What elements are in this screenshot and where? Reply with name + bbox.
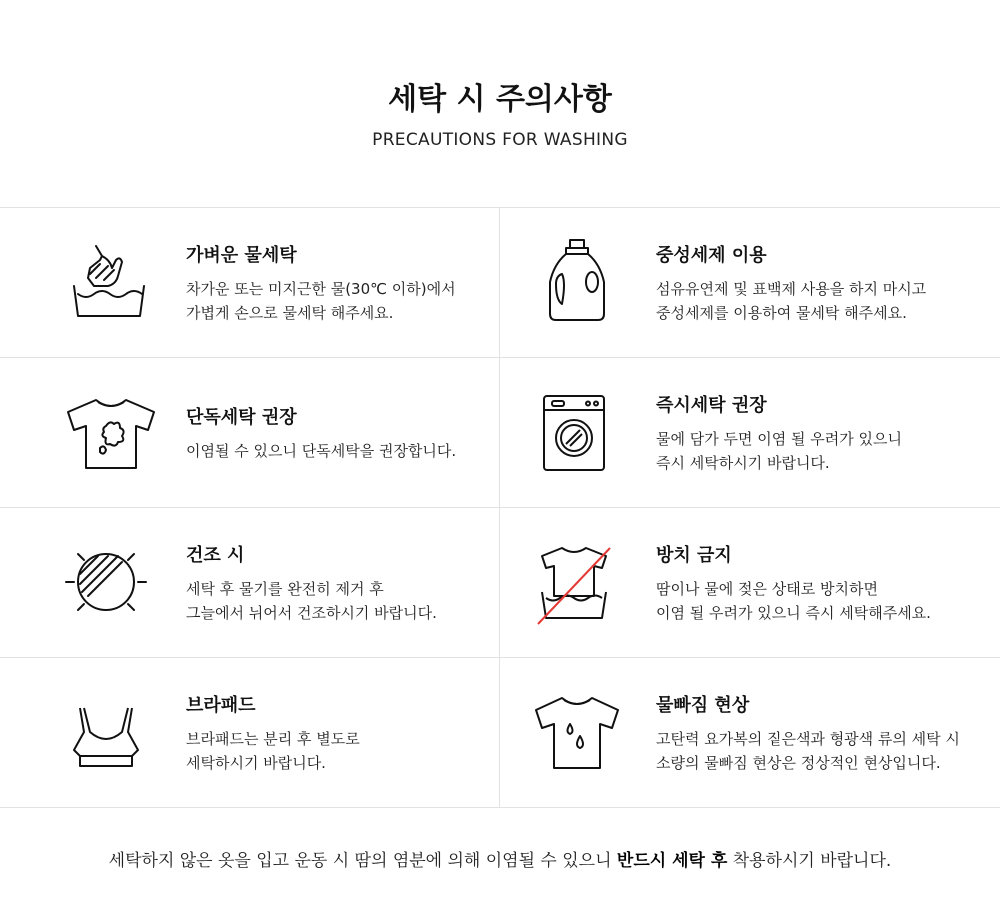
care-item-wash-separately (0, 358, 500, 508)
care-description: 이염될 수 있으니 단독세탁을 권장합니다. (186, 441, 457, 460)
care-grid (0, 207, 1000, 808)
footer-text-end: 착용하시기 바랍니다. (727, 851, 892, 871)
care-item-detergent (500, 208, 1000, 358)
care-description: 차가운 또는 미지근한 물(30℃ 이하)에서 가볍게 손으로 물세탁 해주세요. (186, 279, 456, 322)
page-title: 세탁 시 주의사항 (388, 82, 612, 117)
care-item-drying (0, 508, 500, 658)
care-title: 방치 금지 (656, 544, 732, 566)
page-subtitle: PRECAUTIONS FOR WASHING (372, 130, 628, 150)
detergent-bottle-icon (532, 238, 622, 328)
care-description: 땀이나 물에 젖은 상태로 방치하면 이염 될 우려가 있으니 즉시 세탁해주세요. (656, 579, 931, 622)
care-text (186, 358, 489, 507)
care-text (656, 508, 990, 657)
header (0, 0, 1000, 207)
care-text (656, 208, 990, 357)
care-item-hand-wash (0, 208, 500, 358)
shade-dry-icon (66, 538, 156, 628)
care-title: 중성세제 이용 (656, 244, 767, 266)
care-text (186, 658, 489, 807)
care-title: 즉시세탁 권장 (656, 394, 767, 416)
care-title: 가벼운 물세탁 (186, 244, 297, 266)
care-text (186, 208, 489, 357)
no-soak-icon (532, 538, 622, 628)
footer-text: 세탁하지 않은 옷을 입고 운동 시 땀의 염분에 의해 이염될 수 있으니 (108, 851, 617, 871)
hand-wash-icon (66, 238, 156, 328)
care-item-bra-pad (0, 658, 500, 808)
footer-notice (0, 808, 1000, 871)
stained-shirt-icon (66, 388, 156, 478)
care-item-color-bleed (500, 658, 1000, 808)
care-title: 물빠짐 현상 (656, 694, 750, 716)
care-title: 브라패드 (186, 694, 256, 716)
dye-bleed-shirt-icon (532, 688, 622, 778)
care-title: 건조 시 (186, 544, 245, 566)
sports-bra-icon (66, 688, 156, 778)
care-description: 세탁 후 물기를 완전히 제거 후 그늘에서 뉘어서 건조하시기 바랍니다. (186, 579, 437, 622)
care-text (656, 658, 990, 807)
footer-emphasis: 반드시 세탁 후 (616, 851, 728, 871)
care-title: 단독세탁 권장 (186, 406, 297, 428)
care-description: 고탄력 요가복의 짙은색과 형광색 류의 세탁 시 소량의 물빠짐 현상은 정상적인 현상입니다. (656, 729, 960, 772)
care-description: 물에 담가 두면 이염 될 우려가 있으니 즉시 세탁하시기 바랍니다. (656, 429, 902, 472)
care-text (656, 358, 990, 507)
care-item-wash-immediately (500, 358, 1000, 508)
care-description: 브라패드는 분리 후 별도로 세탁하시기 바랍니다. (186, 729, 360, 772)
care-item-no-leaving (500, 508, 1000, 658)
care-description: 섬유유연제 및 표백제 사용을 하지 마시고 중성세제를 이용하여 물세탁 해주세요. (656, 279, 927, 322)
washing-machine-icon (532, 388, 622, 478)
care-text (186, 508, 489, 657)
